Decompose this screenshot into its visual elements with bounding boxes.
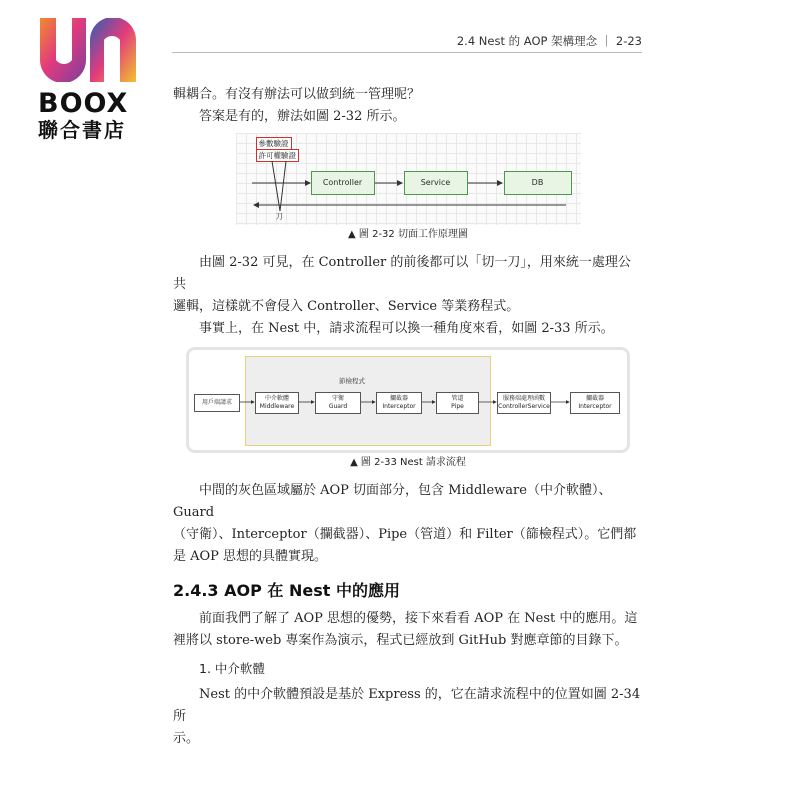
paragraph-7-line-2: 示。 bbox=[173, 731, 200, 746]
running-head: 2.4 Nest 的 AOP 架構理念 ｜ 2-23 bbox=[456, 34, 642, 48]
subsection-heading: 1. 中介軟體 bbox=[199, 661, 265, 676]
node-client-request bbox=[194, 394, 240, 412]
paragraph-2: 答案是有的，辦法如圖 2-32 所示。 bbox=[199, 109, 406, 124]
section-heading: 2.4.3 AOP 在 Nest 中的應用 bbox=[173, 581, 400, 600]
node-label-cn: 攔截器 bbox=[389, 395, 408, 402]
node-label-en: Interceptor bbox=[578, 403, 612, 410]
node-label-en: Pipe bbox=[451, 403, 464, 410]
node-label-cn: 守衛 bbox=[331, 395, 344, 402]
node-label-en: Guard bbox=[328, 403, 348, 410]
service-box: Service bbox=[404, 171, 468, 195]
knife-label: 刀 bbox=[275, 212, 283, 221]
paragraph-3-line-2: 邏輯，這樣就不會侵入 Controller、Service 等業務程式。 bbox=[173, 299, 520, 314]
node-middleware bbox=[255, 392, 299, 414]
paragraph-7-line-1: Nest 的中介軟體預設是基於 Express 的，它在請求流程中的位置如圖 2-34 所 bbox=[173, 687, 641, 724]
publisher-logo bbox=[38, 18, 138, 140]
aop-region-label: 節檢程式 bbox=[339, 377, 365, 385]
node-controller-service bbox=[497, 392, 551, 414]
paragraph-5-line-1: 中間的灰色區域屬於 AOP 切面部分，包含 Middleware（中介軟體）、Guard bbox=[173, 483, 612, 520]
node-label-en: Middleware bbox=[259, 403, 295, 410]
node-label-cn: 管道 bbox=[451, 395, 464, 402]
node-label-en: ControllerService bbox=[498, 403, 550, 410]
red-label-permission: 許可權驗證 bbox=[256, 149, 300, 162]
node-label-en: Interceptor bbox=[382, 403, 416, 410]
figure-2-32 bbox=[236, 133, 581, 225]
paragraph-1: 輯耦合。有沒有辦法可以做到統一管理呢？ bbox=[173, 87, 421, 102]
paragraph-5-line-3: 是 AOP 思想的具體實現。 bbox=[173, 549, 328, 564]
node-label-cn: 服務端處理函數 bbox=[502, 395, 545, 402]
node-interceptor bbox=[376, 392, 422, 414]
db-box: DB bbox=[504, 171, 572, 195]
controller-box: Controller bbox=[311, 171, 375, 195]
paragraph-5-line-2: （守衛）、Interceptor（攔截器）、Pipe（管道）和 Filter（篩檢程式）。它們都 bbox=[173, 527, 637, 542]
un-logo-icon bbox=[38, 18, 138, 82]
paragraph-6-line-1: 前面我們了解了 AOP 思想的優勢，接下來看看 AOP 在 Nest 中的應用。這 bbox=[199, 611, 638, 626]
node-guard bbox=[315, 392, 361, 414]
paragraph-6-line-2: 裡將以 store-web 專案作為演示，程式已經放到 GitHub 對應章節的目錄下。 bbox=[173, 633, 628, 648]
logo-subtitle: 聯合書店 bbox=[38, 118, 126, 142]
figure-2-33 bbox=[189, 350, 627, 450]
paragraph-4: 事實上，在 Nest 中，請求流程可以換一種角度來看，如圖 2-33 所示。 bbox=[199, 321, 614, 336]
node-client-request-label: 用戶端請求 bbox=[201, 399, 232, 406]
figure-2-32-caption: ▲ 圖 2-32 切面工作原理圖 bbox=[348, 229, 468, 240]
page-body bbox=[173, 84, 643, 750]
figure-2-33-caption: ▲ 圖 2-33 Nest 請求流程 bbox=[350, 457, 466, 468]
logo-wordmark: BOOX bbox=[38, 88, 129, 119]
node-label-cn: 攔截器 bbox=[585, 395, 604, 402]
node-label-cn: 中介軟體 bbox=[264, 395, 289, 402]
node-pipe bbox=[436, 392, 479, 414]
red-label-param: 參數驗證 bbox=[256, 137, 292, 150]
node-interceptor-after bbox=[570, 392, 620, 414]
paragraph-3-line-1: 由圖 2-32 可見，在 Controller 的前後都可以「切一刀」，用來統一處理公共 bbox=[173, 255, 631, 292]
header-divider bbox=[172, 52, 642, 53]
